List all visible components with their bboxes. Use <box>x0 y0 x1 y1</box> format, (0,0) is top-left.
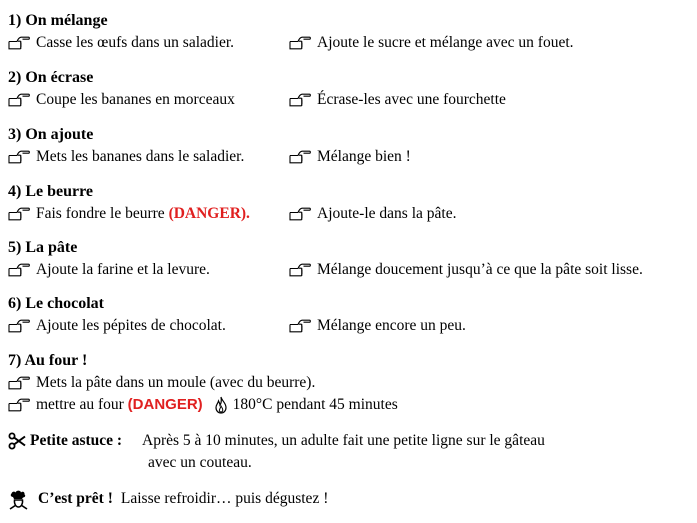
step-text: Mélange encore un peu. <box>317 317 466 334</box>
step-title: 5) La pâte <box>8 239 78 256</box>
step-text: Ajoute la farine et la levure. <box>36 261 210 278</box>
tip-section <box>8 430 693 474</box>
step-2 <box>8 67 693 111</box>
step-text: Coupe les bananes en morceaux <box>36 91 235 108</box>
step-title: 1) On mélange <box>8 12 108 29</box>
step-5 <box>8 237 693 281</box>
step-1 <box>8 10 693 54</box>
step-row <box>8 89 693 111</box>
danger-warning: (DANGER). <box>168 205 250 222</box>
step-text: Ajoute le sucre et mélange avec un fouet. <box>317 34 574 51</box>
ready-section <box>8 487 328 511</box>
step-text: 180°C pendant 45 minutes <box>232 396 398 413</box>
tip-text: Après 5 à 10 minutes, un adulte fait une petite ligne sur le gâteau <box>142 432 545 449</box>
pointing-hand-icon <box>289 150 311 164</box>
pointing-hand-icon <box>8 36 30 50</box>
step-row <box>8 146 693 168</box>
step-text: Ajoute les pépites de chocolat. <box>36 317 226 334</box>
step-row <box>8 315 693 337</box>
step-text <box>36 203 250 225</box>
step-6 <box>8 293 693 337</box>
pointing-hand-icon <box>289 93 311 107</box>
pointing-hand-icon <box>8 150 30 164</box>
step-text: Ajoute-le dans la pâte. <box>317 205 457 222</box>
step-title: 3) On ajoute <box>8 126 94 143</box>
step-text-part: Fais fondre le beurre <box>36 205 169 222</box>
step-row <box>8 259 693 281</box>
step-row <box>8 203 693 225</box>
ready-label: C’est prêt ! <box>38 490 113 507</box>
step-text: Casse les œufs dans un saladier. <box>36 34 235 51</box>
step-title: 7) Au four ! <box>8 352 88 369</box>
pointing-hand-icon <box>8 93 30 107</box>
pointing-hand-icon <box>8 207 30 221</box>
pointing-hand-icon <box>8 398 30 412</box>
step-4 <box>8 181 693 225</box>
step-3 <box>8 124 693 168</box>
step-title: 4) Le beurre <box>8 183 94 200</box>
pointing-hand-icon <box>289 263 311 277</box>
pointing-hand-icon <box>289 207 311 221</box>
step-text: Mets la pâte dans un moule (avec du beurre). <box>36 374 316 391</box>
tip-label: Petite astuce : <box>30 432 123 449</box>
tip-text: avec un couteau. <box>148 454 252 471</box>
step-row <box>8 32 693 54</box>
pointing-hand-icon <box>289 36 311 50</box>
step-7 <box>8 350 693 416</box>
chef-icon <box>8 488 30 510</box>
step-title: 2) On écrase <box>8 69 94 86</box>
step-text: mettre au four <box>36 396 128 413</box>
step-title: 6) Le chocolat <box>8 295 104 312</box>
step-row <box>8 372 693 394</box>
danger-warning: (DANGER) <box>127 396 203 413</box>
pointing-hand-icon <box>289 319 311 333</box>
step-text: Mélange doucement jusqu’à ce que la pâte soit lisse. <box>317 261 643 278</box>
pointing-hand-icon <box>8 319 30 333</box>
pointing-hand-icon <box>8 376 30 390</box>
step-text: Mélange bien ! <box>317 148 411 165</box>
step-text: Mets les bananes dans le saladier. <box>36 148 245 165</box>
ready-text: Laisse refroidir… puis dégustez ! <box>120 490 329 507</box>
step-row <box>8 394 693 416</box>
pointing-hand-icon <box>8 263 30 277</box>
flame-icon <box>213 396 229 414</box>
step-text: Écrase-les avec une fourchette <box>317 91 506 108</box>
